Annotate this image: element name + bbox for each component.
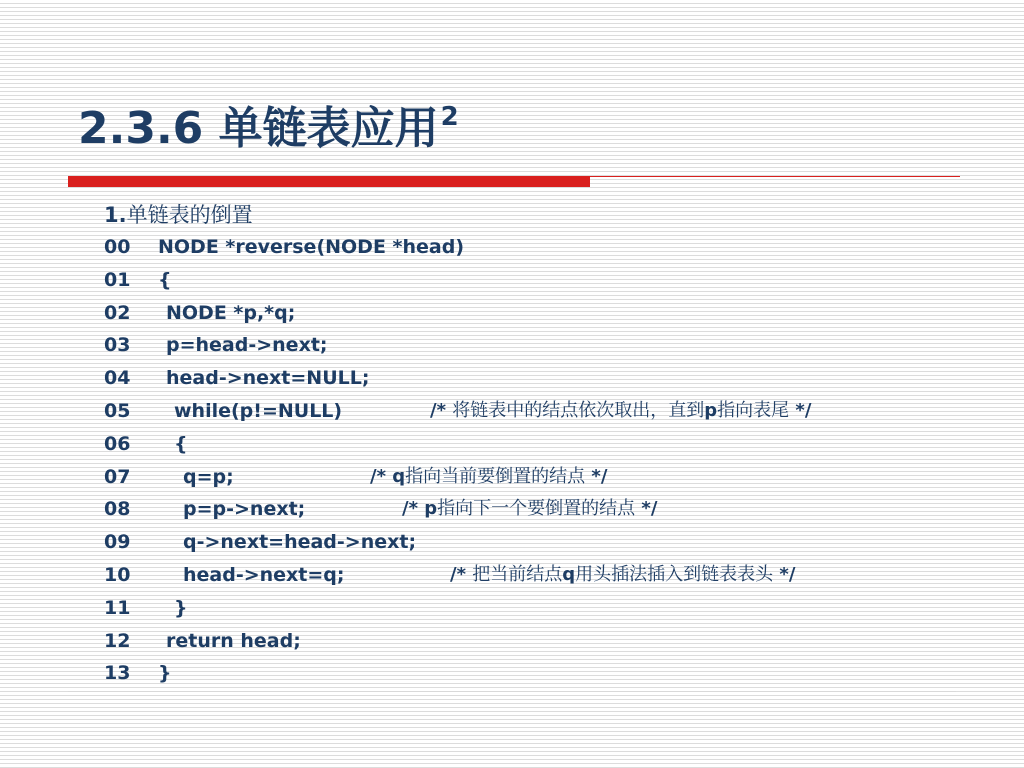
comment-segment: 用头插法插入到链表表头 <box>575 563 774 585</box>
comment-segment: q <box>562 563 576 585</box>
code-line <box>104 264 984 297</box>
comment-segment: /* p <box>402 498 438 520</box>
slide-body <box>104 199 984 690</box>
comment-segment: */ <box>773 563 796 585</box>
code-line <box>104 395 984 428</box>
code-text: head->next=NULL; <box>166 367 370 390</box>
line-number: 11 <box>104 596 131 619</box>
section-heading <box>104 199 984 231</box>
line-number: 10 <box>104 563 131 586</box>
line-number: 05 <box>104 399 131 422</box>
line-number: 13 <box>104 662 131 685</box>
comment-segment: 指向下一个要倒置的结点 <box>437 498 636 520</box>
code-line <box>104 297 984 330</box>
code-line <box>104 625 984 658</box>
line-number: 08 <box>104 498 131 521</box>
code-comment <box>402 493 657 526</box>
section-title: 单链表的倒置 <box>126 203 253 227</box>
line-number: 06 <box>104 432 131 455</box>
code-text: NODE *reverse(NODE *head) <box>158 236 465 258</box>
code-comment <box>430 395 811 428</box>
comment-segment: 指向表尾 <box>717 399 790 421</box>
code-line <box>104 362 984 395</box>
code-line <box>104 592 984 625</box>
comment-segment: p <box>704 399 718 421</box>
comment-segment: */ <box>585 465 608 487</box>
title-accent-bar <box>68 176 590 187</box>
code-text: } <box>174 596 188 619</box>
comment-segment: 把当前结点 <box>472 563 563 585</box>
comment-segment: */ <box>635 498 658 520</box>
comment-segment: */ <box>789 399 812 421</box>
line-number: 00 <box>104 236 131 258</box>
code-line <box>104 526 984 559</box>
code-line <box>104 657 984 690</box>
line-number: 09 <box>104 531 131 554</box>
code-line <box>104 493 984 526</box>
slide-title-superscript: 2 <box>440 102 459 132</box>
line-number: 02 <box>104 301 131 324</box>
code-text: p=p->next; <box>183 498 306 521</box>
line-number: 03 <box>104 334 131 357</box>
code-text: { <box>174 432 188 455</box>
line-number: 12 <box>104 629 131 652</box>
bottom-divider <box>68 691 956 692</box>
line-number: 07 <box>104 465 131 488</box>
code-text: } <box>158 662 172 685</box>
comment-segment: 将链表中的结点依次取出，直到 <box>452 399 705 421</box>
code-line <box>104 428 984 461</box>
line-number: 01 <box>104 268 131 291</box>
code-line <box>104 231 984 264</box>
code-text: return head; <box>166 629 301 652</box>
comment-segment: /* q <box>370 465 406 487</box>
code-line <box>104 329 984 362</box>
comment-segment: /* <box>450 563 473 585</box>
code-comment <box>450 559 795 592</box>
slide-title <box>78 102 459 154</box>
line-number: 04 <box>104 367 131 390</box>
code-text: p=head->next; <box>166 334 328 357</box>
comment-segment: 指向当前要倒置的结点 <box>405 465 586 487</box>
slide-title-text: 2.3.6 单链表应用 <box>78 103 439 154</box>
code-block <box>104 231 984 690</box>
code-text: { <box>158 268 172 291</box>
code-text: q=p; <box>183 465 234 488</box>
section-number: 1. <box>104 203 127 227</box>
title-accent-rule <box>590 176 960 177</box>
code-line <box>104 461 984 494</box>
code-text: while(p!=NULL) <box>174 399 343 422</box>
code-text: head->next=q; <box>183 563 345 586</box>
code-line <box>104 559 984 592</box>
code-comment <box>370 461 607 494</box>
code-text: q->next=head->next; <box>183 531 417 554</box>
comment-segment: /* <box>430 399 453 421</box>
code-text: NODE *p,*q; <box>166 301 296 324</box>
